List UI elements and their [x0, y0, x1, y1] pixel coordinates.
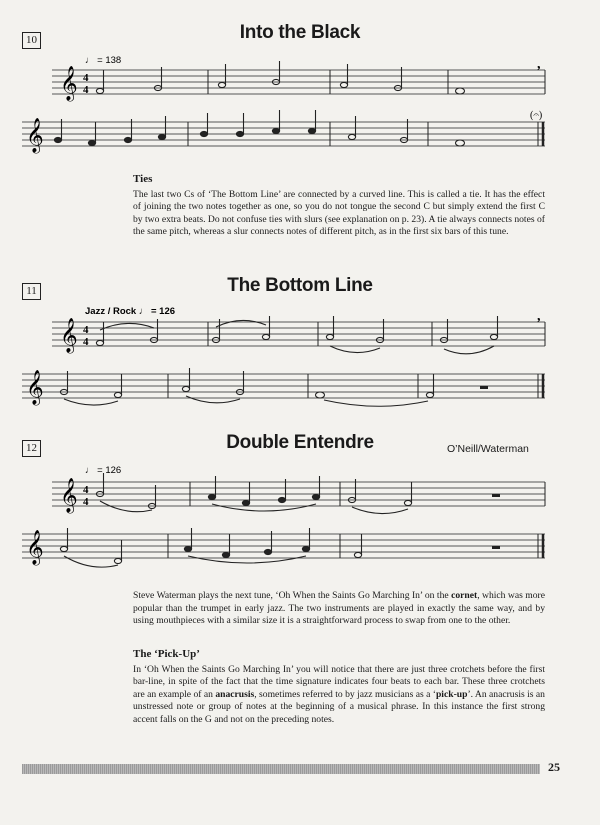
half-rest-icon — [492, 494, 500, 497]
staff-lines — [52, 70, 545, 94]
treble-clef-icon: 𝄞 — [60, 318, 78, 353]
half-rest-icon — [480, 386, 488, 389]
bold-term: cornet — [451, 590, 478, 601]
svg-text:4: 4 — [83, 336, 89, 348]
tempo-marking: Jazz / Rock ♩ = 126 — [85, 306, 176, 317]
notes — [96, 61, 464, 94]
time-signature-top: 4 — [83, 72, 89, 84]
music-staff-exercise-11 — [0, 300, 600, 410]
composer-credit: O’Neill/Waterman — [447, 443, 529, 455]
svg-text:4: 4 — [83, 484, 89, 496]
footer-bar — [22, 764, 540, 774]
pickup-section — [133, 648, 545, 727]
treble-clef-icon: 𝄞 — [26, 118, 44, 153]
time-signature-bottom: 4 — [83, 84, 89, 96]
treble-clef-icon: 𝄞 — [26, 370, 44, 405]
bold-term: pick-up — [435, 688, 468, 700]
exercise-number: 11 — [22, 283, 41, 300]
treble-clef-icon: 𝄞 — [60, 66, 78, 101]
svg-text:,: , — [537, 309, 541, 324]
exercise-number: 10 — [22, 32, 41, 49]
treble-clef-icon: 𝄞 — [60, 478, 78, 513]
breath-mark: , — [537, 57, 541, 72]
music-staff-exercise-10 — [0, 50, 600, 170]
svg-text:4: 4 — [83, 324, 89, 336]
treble-clef-icon: 𝄞 — [26, 530, 44, 565]
pickup-body: In ‘Oh When the Saints Go Marching In’ you will notice that there are just three crotchets before the first bar-line, in spite of the fact that the time signature indicates four beats to each bar. These three crotchets are an example of an anacrusis, sometimes referred to by jazz musicians as a ‘pick-up’. An anacrusis is an unstressed note or group of notes at the beginning of a musical phrase. In this instance the first strong accent falls on the G and not on the preceding notes. — [133, 663, 545, 725]
fermata-mark: (𝄐) — [530, 110, 543, 121]
exercise-title: Double Entendre — [226, 432, 374, 453]
svg-text:4: 4 — [83, 496, 89, 508]
music-staff-exercise-12 — [0, 460, 600, 570]
ties-body: The last two Cs of ‘The Bottom Line’ are connected by a curved line. This is called a tie. It has the effect of joining the two notes together as one, so you do not tongue the second C but simply extend the first C by two extra beats. Do not confuse ties with slurs (see explanation on p. 23). A tie always connects notes of the same pitch, whereas a slur connects notes of different pitch, as in the first six bars of this tune. — [133, 188, 545, 238]
bold-term: anacrusis — [215, 688, 255, 700]
ties-heading: Ties — [133, 173, 153, 185]
half-rest-icon — [492, 546, 500, 549]
pickup-heading: The ‘Pick-Up’ — [133, 648, 200, 660]
exercise-title: The Bottom Line — [227, 275, 373, 296]
tempo-marking: ♩ = 126 — [85, 465, 122, 476]
exercise-title: Into the Black — [239, 22, 361, 43]
cornet-paragraph: Steve Waterman plays the next tune, ‘Oh When the Saints Go Marching In’ on the cornet, which was more popular than the trumpet in early jazz. The two instruments are played in exactly the same way, and by using mouthpieces with a similar size it is a straightforward process to swap from one to the other. — [133, 590, 546, 627]
ties-section — [133, 173, 545, 239]
page-number: 25 — [548, 760, 560, 774]
tempo-marking: ♩ = 138 — [85, 55, 122, 66]
exercise-number: 12 — [22, 440, 41, 457]
